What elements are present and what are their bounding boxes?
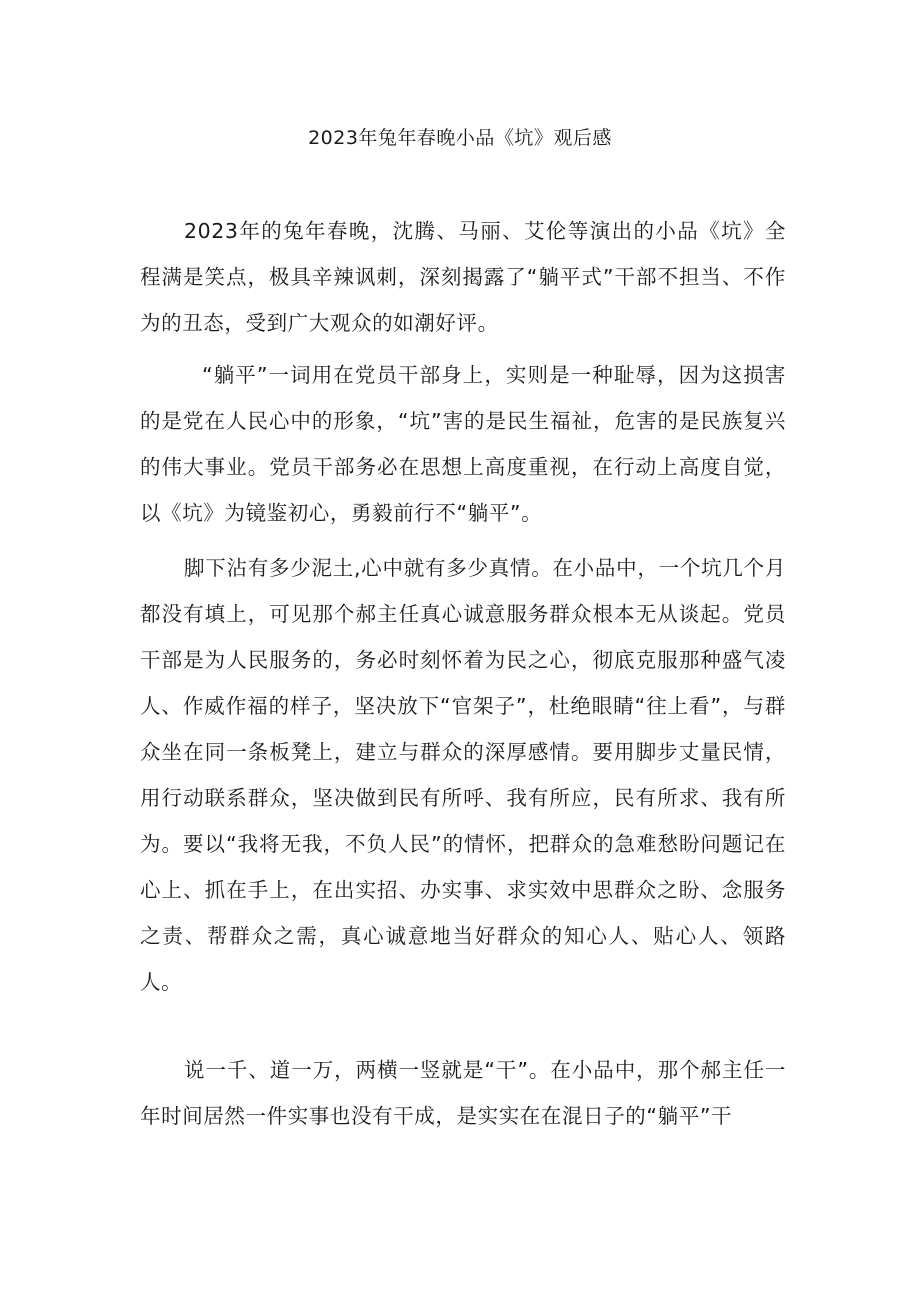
- paragraph-2: “躺平”一词用在党员干部身上，实则是一种耻辱，因为这损害的是党在人民心中的形象，“坑”害的是民生福祉，危害的是民族复兴的伟大事业。党员干部务必在思想上高度重视，在行动上高度自觉，以《坑》为镜鉴初心，勇毅前行不“躺平”。: [140, 363, 786, 525]
- paragraph-1: 2023年的兔年春晚，沈腾、马丽、艾伦等演出的小品《坑》全程满是笑点，极具辛辣讽刺，深刻揭露了“躺平式”干部不担当、不作为的丑态，受到广大观众的如潮好评。: [140, 219, 786, 335]
- paragraph-4: 说一千、道一万，两横一竖就是“干”。在小品中，那个郝主任一年时间居然一件实事也没有干成，是实实在在混日子的“躺平”干: [140, 1058, 786, 1128]
- paragraph-3: 脚下沾有多少泥土,心中就有多少真情。在小品中，一个坑几个月都没有填上，可见那个郝主任真心诚意服务群众根本无从谈起。党员干部是为人民服务的，务必时刻怀着为民之心，彻底克服那种盛气凌人、作威作福的样子，坚决放下“官架子”，杜绝眼睛“往上看”，与群众坐在同一条板凳上，建立与群众的深厚感情。要用脚步丈量民情，用行动联系群众，坚决做到民有所呼、我有所应，民有所求、我有所为。要以“我将无我，不负人民”的情怀，把群众的急难愁盼问题记在心上、抓在手上，在出实招、办实事、求实效中思群众之盼、念服务之责、帮群众之需，真心诚意地当好群众的知心人、贴心人、领路人。: [140, 556, 786, 994]
- document-title: 2023年兔年春晚小品《坑》观后感: [308, 127, 612, 149]
